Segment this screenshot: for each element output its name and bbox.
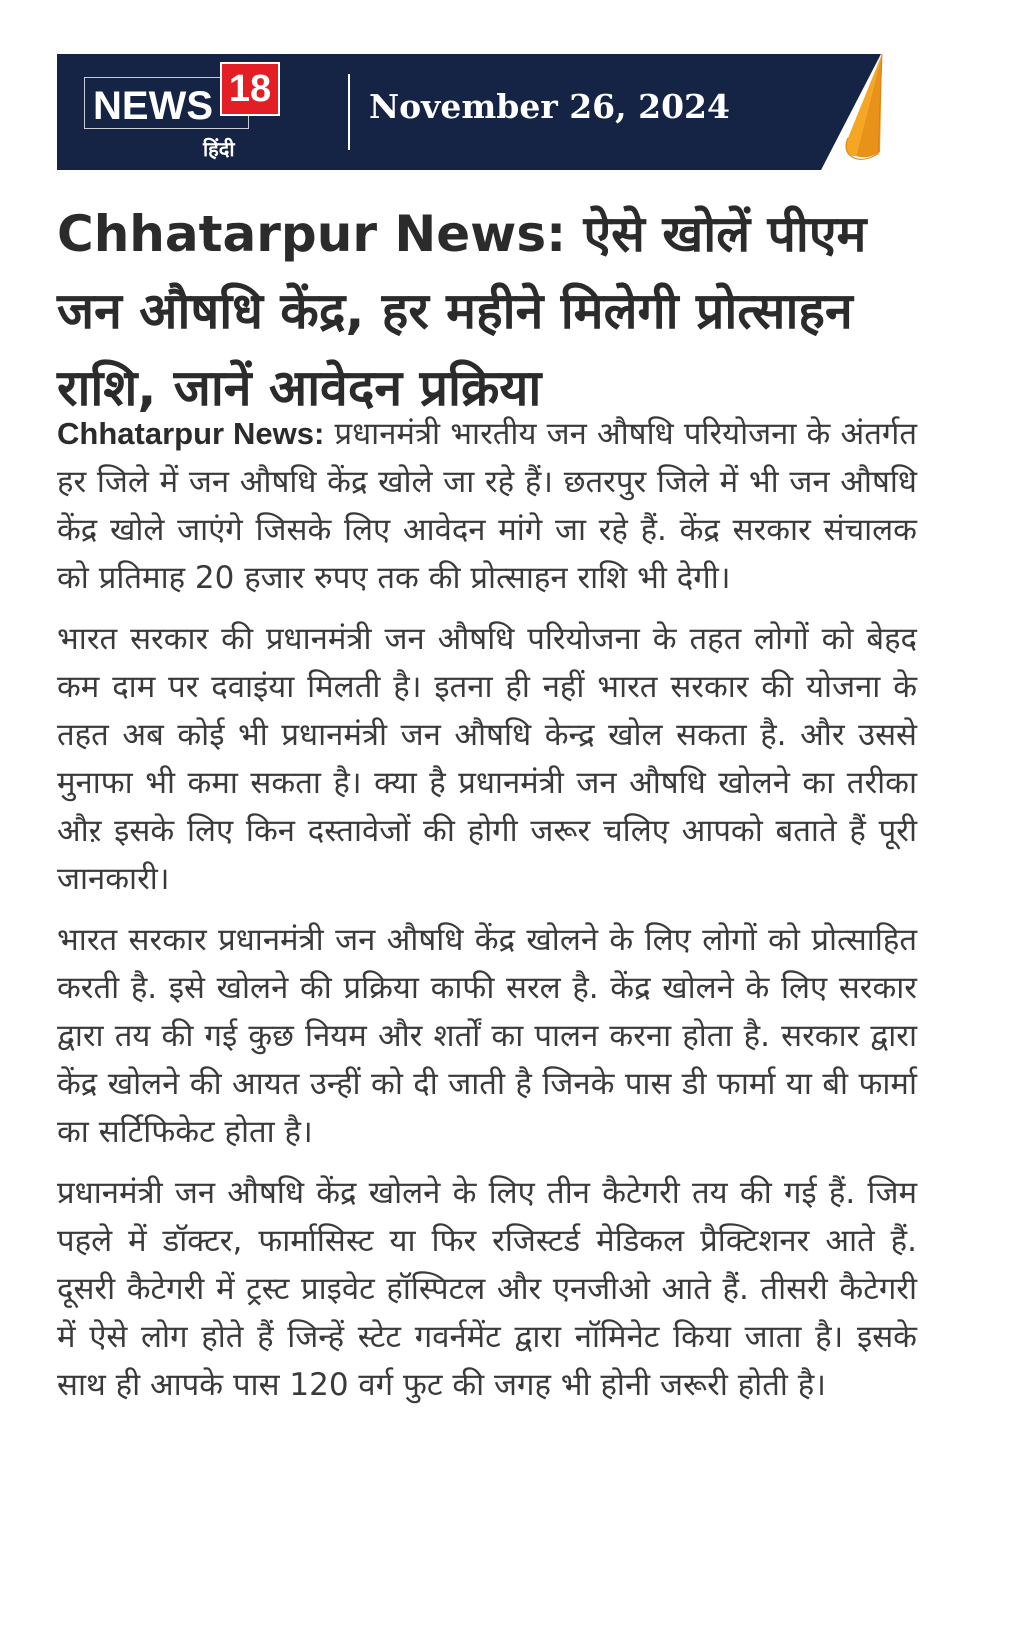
article-paragraph: प्रधानमंत्री जन औषधि केंद्र खोलने के लिए तीन कैटेगरी तय की गई हैं. जिम पहले में डॉक्टर, फार्मासिस्ट या फिर रजिस्टर्ड मेडिकल प्रैक्टिशनर आते हैं. दूसरी कैटेगरी में ट्रस्ट प्राइवेट हॉस्पिटल और एनजीओ आते हैं. तीसरी कैटेगरी में ऐसे लोग होते हैं जिन्हें स्टेट गवर्नमेंट द्वारा नॉमिनेट किया जाता है। इसके साथ ही आपके पास 120 वर्ग फुट की जगह भी होनी जरूरी होती है। [57, 1175, 917, 1403]
masthead [57, 54, 915, 170]
paragraph-text: प्रधानमंत्री भारतीय जन औषधि परियोजना के अंतर्गत हर जिले में जन औषधि केंद्र खोले जा रहे हैं। छतरपुर जिले में भी जन औषधि केंद्र खोले जाएंगे जिसके लिए आवेदन मांगे जा रहे हैं. केंद्र सरकार संचालक को प्रतिमाह 20 हजार रुपए तक की प्रोत्साहन राशि भी देगी। [57, 416, 918, 596]
article-body [57, 410, 917, 1422]
logo-wordmark: NEWS [93, 84, 213, 128]
logo-language-label: हिंदी [203, 137, 235, 161]
logo-number-badge: 18 [220, 62, 280, 116]
header-divider [348, 74, 350, 150]
publication-date: November 26, 2024 [369, 87, 730, 126]
page-curl-icon [820, 52, 930, 172]
article-paragraph: भारत सरकार की प्रधानमंत्री जन औषधि परियोजना के तहत लोगों को बेहद कम दाम पर दवाइंया मिलती है। इतना ही नहीं भारत सरकार की योजना के तहत अब कोई भी प्रधानमंत्री जन औषधि केन्द्र खोल सकता है. और उससे मुनाफा भी कमा सकता है। क्या है प्रधानमंत्री जन औषधि खोलने का तरीका औऱ इसके लिए किन दस्तावेजों की होगी जरूर चलिए आपको बताते हैं पूरी जानकारी। [57, 621, 917, 897]
article-paragraph: भारत सरकार प्रधानमंत्री जन औषधि केंद्र खोलने के लिए लोगों को प्रोत्साहित करती है. इसे खोलने की प्रक्रिया काफी सरल है. केंद्र खोलने के लिए सरकार द्वारा तय की गई कुछ नियम और शर्तों का पालन करना होता है. सरकार द्वारा केंद्र खोलने की आयत उन्हीं को दी जाती है जिनके पास डी फार्मा या बी फार्मा का सर्टिफिकेट होता है। [57, 922, 917, 1150]
lead-label: Chhatarpur News: [57, 416, 325, 451]
article-headline: Chhatarpur News: ऐसे खोलें पीएम जन औषधि केंद्र, हर महीने मिलेगी प्रोत्साहन राशि, जानें आवेदन प्रक्रिया [57, 205, 867, 417]
article-paragraph [57, 410, 917, 602]
